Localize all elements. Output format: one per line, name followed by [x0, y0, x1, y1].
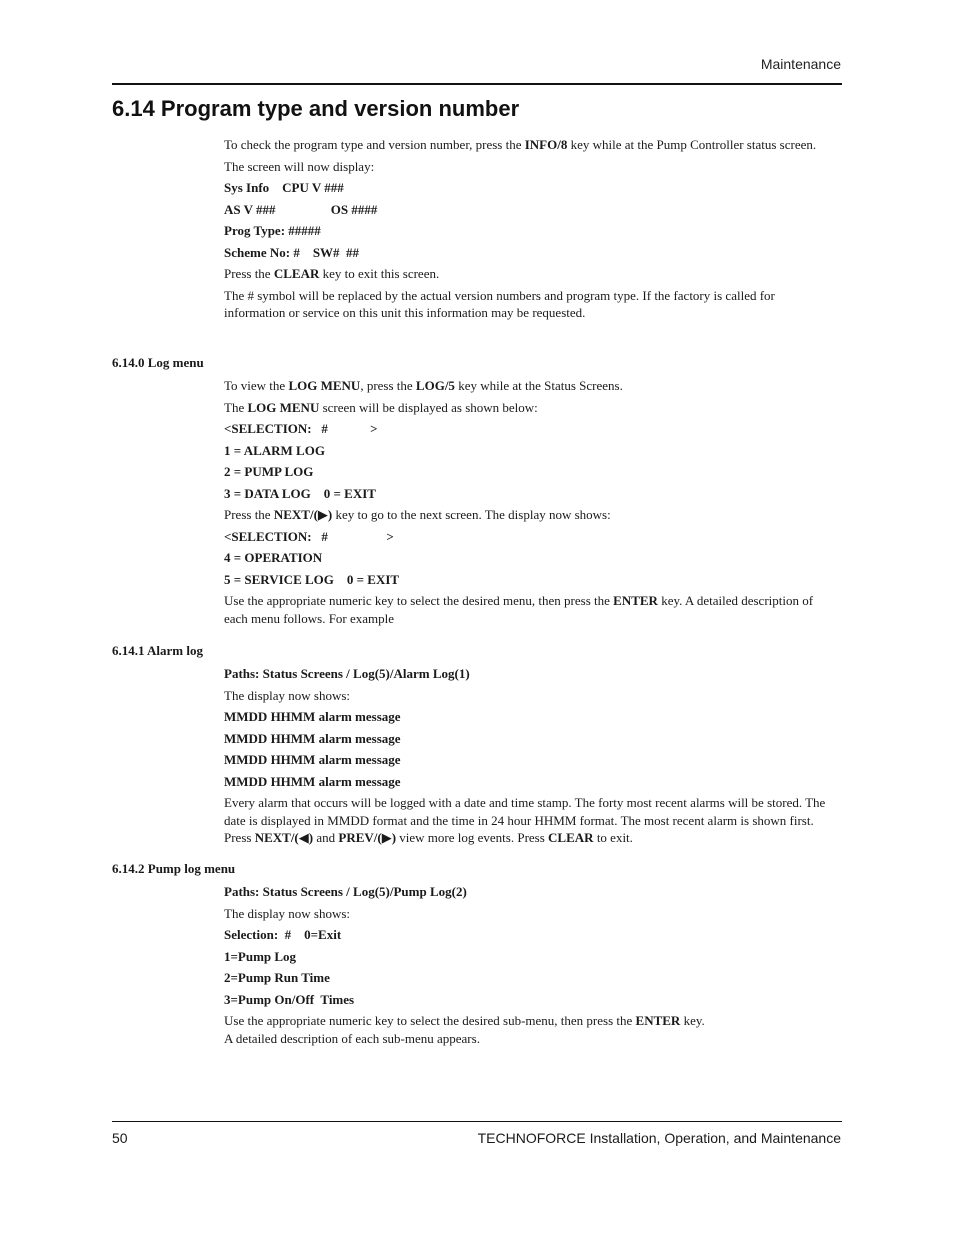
pump-log-line: 1=Pump Log — [224, 948, 297, 964]
section-heading-pump-log: 6.14.2 Pump log menu — [112, 861, 236, 876]
alarm-line: MMDD HHMM alarm message — [224, 730, 401, 746]
pump-log-paragraph-2: Use the appropriate numeric key to select the desired sub-menu, then press the ENTER key. — [224, 1013, 705, 1028]
screen-line: <SELECTION: # > — [224, 421, 378, 436]
intro-paragraph-1: To check the program type and version number, press the INFO/8 key while at the Pump Controller status screen. — [224, 137, 817, 152]
page-title: 6.14 Program type and version number — [112, 96, 520, 121]
page-number: 50 — [112, 1130, 128, 1146]
alarm-line: MMDD HHMM alarm message — [224, 752, 401, 767]
screen-line: 1 = ALARM LOG — [224, 442, 325, 458]
menu-path: Paths: Status Screens / Log(5)/Alarm Log(1) — [224, 666, 470, 681]
pump-log-line: Selection: # 0=Exit — [224, 927, 342, 942]
log-menu-section — [224, 377, 839, 627]
display-line: Prog Type: ##### — [224, 223, 321, 238]
header-rule — [112, 83, 842, 85]
log-menu-paragraph-4: Use the appropriate numeric key to select the desired menu, then press the ENTER key. A detailed description of each menu follows. For example — [224, 593, 814, 626]
screen-line: 2 = PUMP LOG — [224, 464, 314, 479]
alarm-log-paragraph-1: The display now shows: — [224, 687, 351, 703]
intro-paragraph-2: The screen will now display: — [224, 158, 375, 174]
alarm-line: MMDD HHMM alarm message — [224, 773, 401, 789]
alarm-line: MMDD HHMM alarm message — [224, 709, 401, 724]
pump-log-section — [224, 883, 839, 1047]
intro-paragraph-4: The # symbol will be replaced by the actual version numbers and program type. If the factory is called for information or service on this unit this information may be requested. — [224, 287, 775, 320]
screen-line: 4 = OPERATION — [224, 550, 323, 565]
screen-line: 3 = DATA LOG 0 = EXIT — [224, 485, 376, 501]
screen-line: <SELECTION: # > — [224, 528, 394, 544]
section-heading-log-menu: 6.14.0 Log menu — [112, 355, 204, 370]
footer-doc-title: TECHNOFORCE Installation, Operation, and Maintenance — [477, 1130, 841, 1146]
display-line: AS V ### OS #### — [224, 201, 378, 217]
display-line: Sys Info CPU V ### — [224, 180, 344, 195]
pump-log-paragraph-1: The display now shows: — [224, 905, 351, 921]
pump-log-paragraph-3: A detailed description of each sub-menu appears. — [224, 1030, 480, 1046]
footer-rule — [112, 1121, 842, 1122]
display-line: Scheme No: # SW# ## — [224, 244, 360, 260]
screen-line: 5 = SERVICE LOG 0 = EXIT — [224, 571, 400, 587]
intro-section — [224, 136, 839, 322]
alarm-log-paragraph-2: Every alarm that occurs will be logged with a date and time stamp. The forty most recent alarms will be stored. The date is displayed in MMDD format and the time in 24 hour HHMM format. The most recent alarm is shown first. Press NEXT/(◀) and PREV/(▶) view more log events. Press CLEAR to exit. — [224, 795, 826, 845]
menu-path: Paths: Status Screens / Log(5)/Pump Log(2) — [224, 884, 467, 899]
pump-log-line: 2=Pump Run Time — [224, 970, 330, 985]
running-header: Maintenance — [760, 56, 841, 72]
log-menu-paragraph-2: The LOG MENU screen will be displayed as shown below: — [224, 399, 538, 415]
section-heading-alarm-log: 6.14.1 Alarm log — [112, 643, 203, 658]
log-menu-paragraph-1: To view the LOG MENU, press the LOG/5 key while at the Status Screens. — [224, 378, 623, 393]
pump-log-line: 3=Pump On/Off Times — [224, 991, 355, 1007]
intro-paragraph-3: Press the CLEAR key to exit this screen. — [224, 266, 440, 281]
log-menu-paragraph-3: Press the NEXT/(▶) key to go to the next screen. The display now shows: — [224, 507, 611, 522]
alarm-log-section — [224, 665, 839, 847]
